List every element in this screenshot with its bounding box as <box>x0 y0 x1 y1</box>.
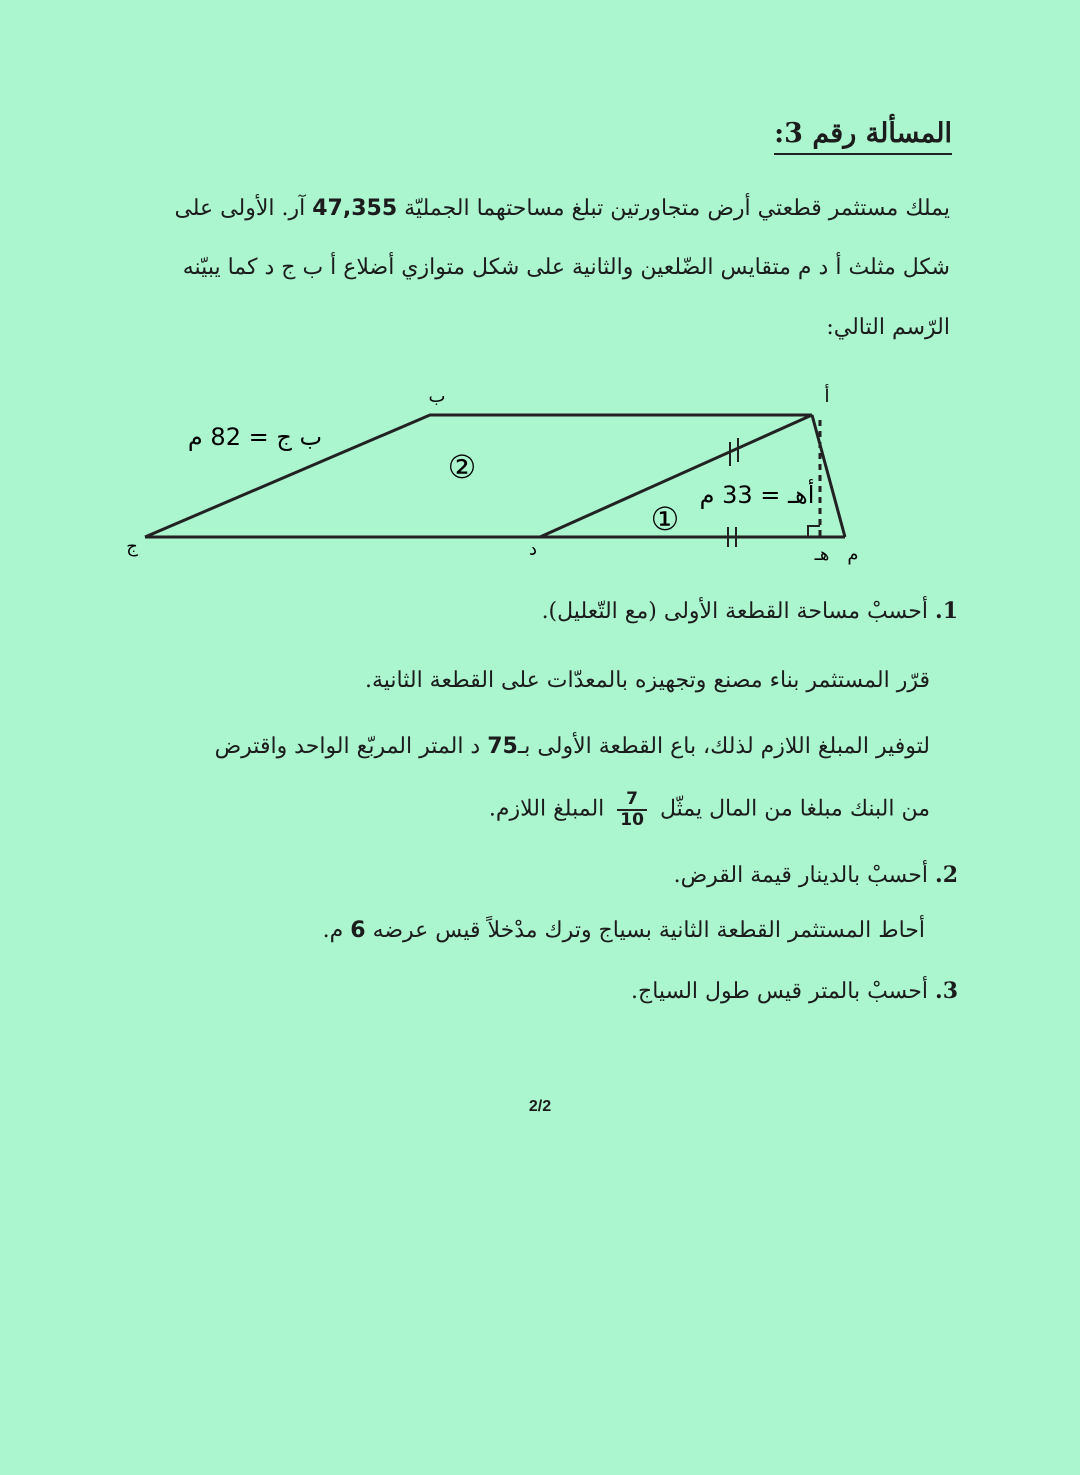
question-2 <box>674 862 958 888</box>
height-ah-label: أهـ = 33 م <box>699 481 815 509</box>
fraction-denominator: 10 <box>620 809 644 830</box>
fraction-numerator: 7 <box>617 790 647 811</box>
page-number: 2/2 <box>528 1098 552 1115</box>
intro-line-1 <box>174 196 950 221</box>
vertex-label-m: م <box>847 544 859 565</box>
paragraph-loan-text-b: المبلغ اللازم. <box>488 796 605 822</box>
vertex-label-d: د <box>528 539 538 560</box>
vertex-label-a: أ <box>824 386 830 407</box>
paragraph-funding-text-b: د المتر المربّع الواحد واقترض <box>214 734 481 759</box>
question-1-text: أحسبْ مساحة القطعة الأولى (مع التّعليل). <box>541 599 929 624</box>
intro-line-3: الرّسم التالي: <box>826 315 950 340</box>
paragraph-factory: قرّر المستثمر بناء مصنع وتجهيزه بالمعدّات على القطعة الثانية. <box>364 668 930 693</box>
price-per-m2-value: 75 <box>487 734 518 759</box>
paragraph-fence-text-a: أحاط المستثمر القطعة الثانية بسياج وترك مدْخلاً قيس عرضه <box>372 918 925 943</box>
paragraph-fence-text-b: م. <box>322 918 344 943</box>
region-2-label: ② <box>447 448 477 486</box>
geometry-figure <box>0 380 1080 580</box>
paragraph-funding-text-a: لتوفير المبلغ اللازم لذلك، باع القطعة الأولى بـ <box>517 734 930 759</box>
question-1 <box>542 598 958 624</box>
paragraph-funding <box>215 734 930 759</box>
intro-line-2: شكل مثلث أ د م متقايس الضّلعين والثانية على شكل متوازي أضلاع أ ب ج د كما يبيّنه <box>182 255 950 280</box>
question-3 <box>631 978 958 1004</box>
paragraph-loan-text-a: من البنك مبلغا من المال يمثّل <box>659 796 930 822</box>
problem-title: المسألة رقم 3: <box>774 118 952 155</box>
vertex-label-c: ج <box>126 536 138 557</box>
total-area-value: 47,355 <box>312 196 398 221</box>
side-length-bc-label: ب ج = 82 م <box>187 423 323 451</box>
loan-fraction <box>617 790 647 829</box>
question-2-number: 2. <box>935 862 958 888</box>
paragraph-loan <box>489 790 930 829</box>
question-3-text: أحسبْ بالمتر قيس طول السياج. <box>631 979 929 1004</box>
intro-line-1-text-b: آر. الأولى على <box>174 196 306 221</box>
intro-line-1-text-a: يملك مستثمر قطعتي أرض متجاورتين تبلغ مساحتهما الجمليّة <box>404 196 950 221</box>
question-1-number: 1. <box>935 598 958 624</box>
region-1-label: ① <box>650 500 680 538</box>
vertex-label-h: هـ <box>814 544 830 565</box>
vertex-label-b: ب <box>428 386 446 407</box>
segment-am <box>812 415 845 537</box>
question-3-number: 3. <box>935 978 958 1004</box>
question-2-text: أحسبْ بالدينار قيمة القرض. <box>673 863 929 888</box>
paragraph-fence <box>323 918 925 943</box>
entrance-width-value: 6 <box>350 918 366 943</box>
right-angle-mark <box>808 526 820 537</box>
